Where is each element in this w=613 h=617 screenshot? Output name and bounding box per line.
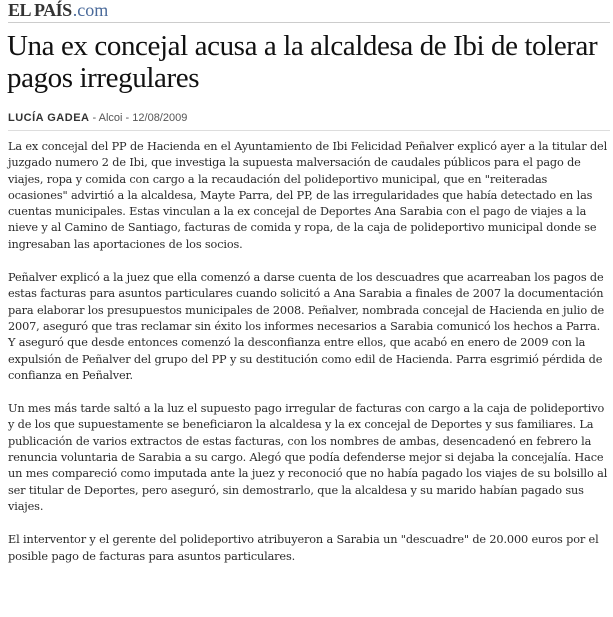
byline-location: Alcoi bbox=[98, 112, 123, 124]
article-paragraph: El interventor y el gerente del polideportivo atribuyeron a Sarabia un "descuadre" de 20.000 euros por el posible pago de facturas para asuntos particulares. bbox=[8, 533, 599, 563]
byline-author: LUCÍA GADEA bbox=[8, 112, 90, 124]
byline-date: 12/08/2009 bbox=[132, 112, 188, 124]
logo-suffix-text: .com bbox=[72, 0, 109, 20]
masthead-logo[interactable] bbox=[8, 0, 108, 22]
byline-separator-2: - bbox=[122, 112, 133, 124]
byline-separator-1: - bbox=[89, 112, 99, 124]
byline-divider bbox=[8, 130, 610, 131]
article-headline: Una ex concejal acusa a la alcaldesa de Ibi de tolerar pagos irregulares bbox=[7, 30, 598, 94]
masthead-divider bbox=[8, 22, 610, 23]
article-paragraph: La ex concejal del PP de Hacienda en el Ayuntamiento de Ibi Felicidad Peñalver explicó ayer a la titular del juzgado numero 2 de Ibi, que investiga la supuesta malversación de caudales públicos para el pago de viajes, ropa y comida con cargo a la recaudación del polideportivo municipal, que en "reiteradas ocasiones" advirtió a la alcaldesa, Mayte Parra, del PP, de las irregularidades que había detectado en las cuentas municipales. Estas vinculan a la ex concejal de Deportes Ana Sarabia con el pago de viajes a la nieve y al Camino de Santiago, facturas de comida y ropa, de la caja de polideportivo municipal donde se ingresaban las aportaciones de los socios. bbox=[8, 140, 608, 251]
article-paragraph: Un mes más tarde saltó a la luz el supuesto pago irregular de facturas con cargo a la caja de polideportivo y de los que supuestamente se beneficiaron la alcaldesa y la ex concejal de Deportes y sus familiares. La publicación de varios extractos de estas facturas, con los nombres de ambas, desencadenó en febrero la renuncia voluntaria de Sarabia a su cargo. Alegó que podía defenderse mejor si dejaba la concejalía. Hace un mes compareció como imputada ante la juez y reconoció que no había pagado los viajes de su bolsillo al ser titular de Deportes, pero aseguró, sin demostrarlo, que la alcaldesa y su marido habían pagado sus viajes. bbox=[8, 402, 608, 513]
logo-main-text: EL PAÍS bbox=[8, 0, 72, 20]
article-body bbox=[8, 139, 608, 582]
article-paragraph: Peñalver explicó a la juez que ella comenzó a darse cuenta de los descuadres que acarreaban los pagos de estas facturas para asuntos particulares cuando solicitó a Ana Sarabia a finales de 2007 la documentación para elaborar los presupuestos municipales de 2008. Peñalver, nombrada concejal de Hacienda en julio de 2007, aseguró que tras reclamar sin éxito los informes necesarios a Sarabia comunicó los hechos a Parra. Y aseguró que desde entonces comenzó la desconfianza entre ellos, que acabó en enero de 2009 con la expulsión de Peñalver del grupo del PP y su destitución como edil de Hacienda. Parra esgrimió pérdida de confianza en Peñalver. bbox=[8, 271, 605, 382]
article-byline bbox=[8, 112, 187, 124]
